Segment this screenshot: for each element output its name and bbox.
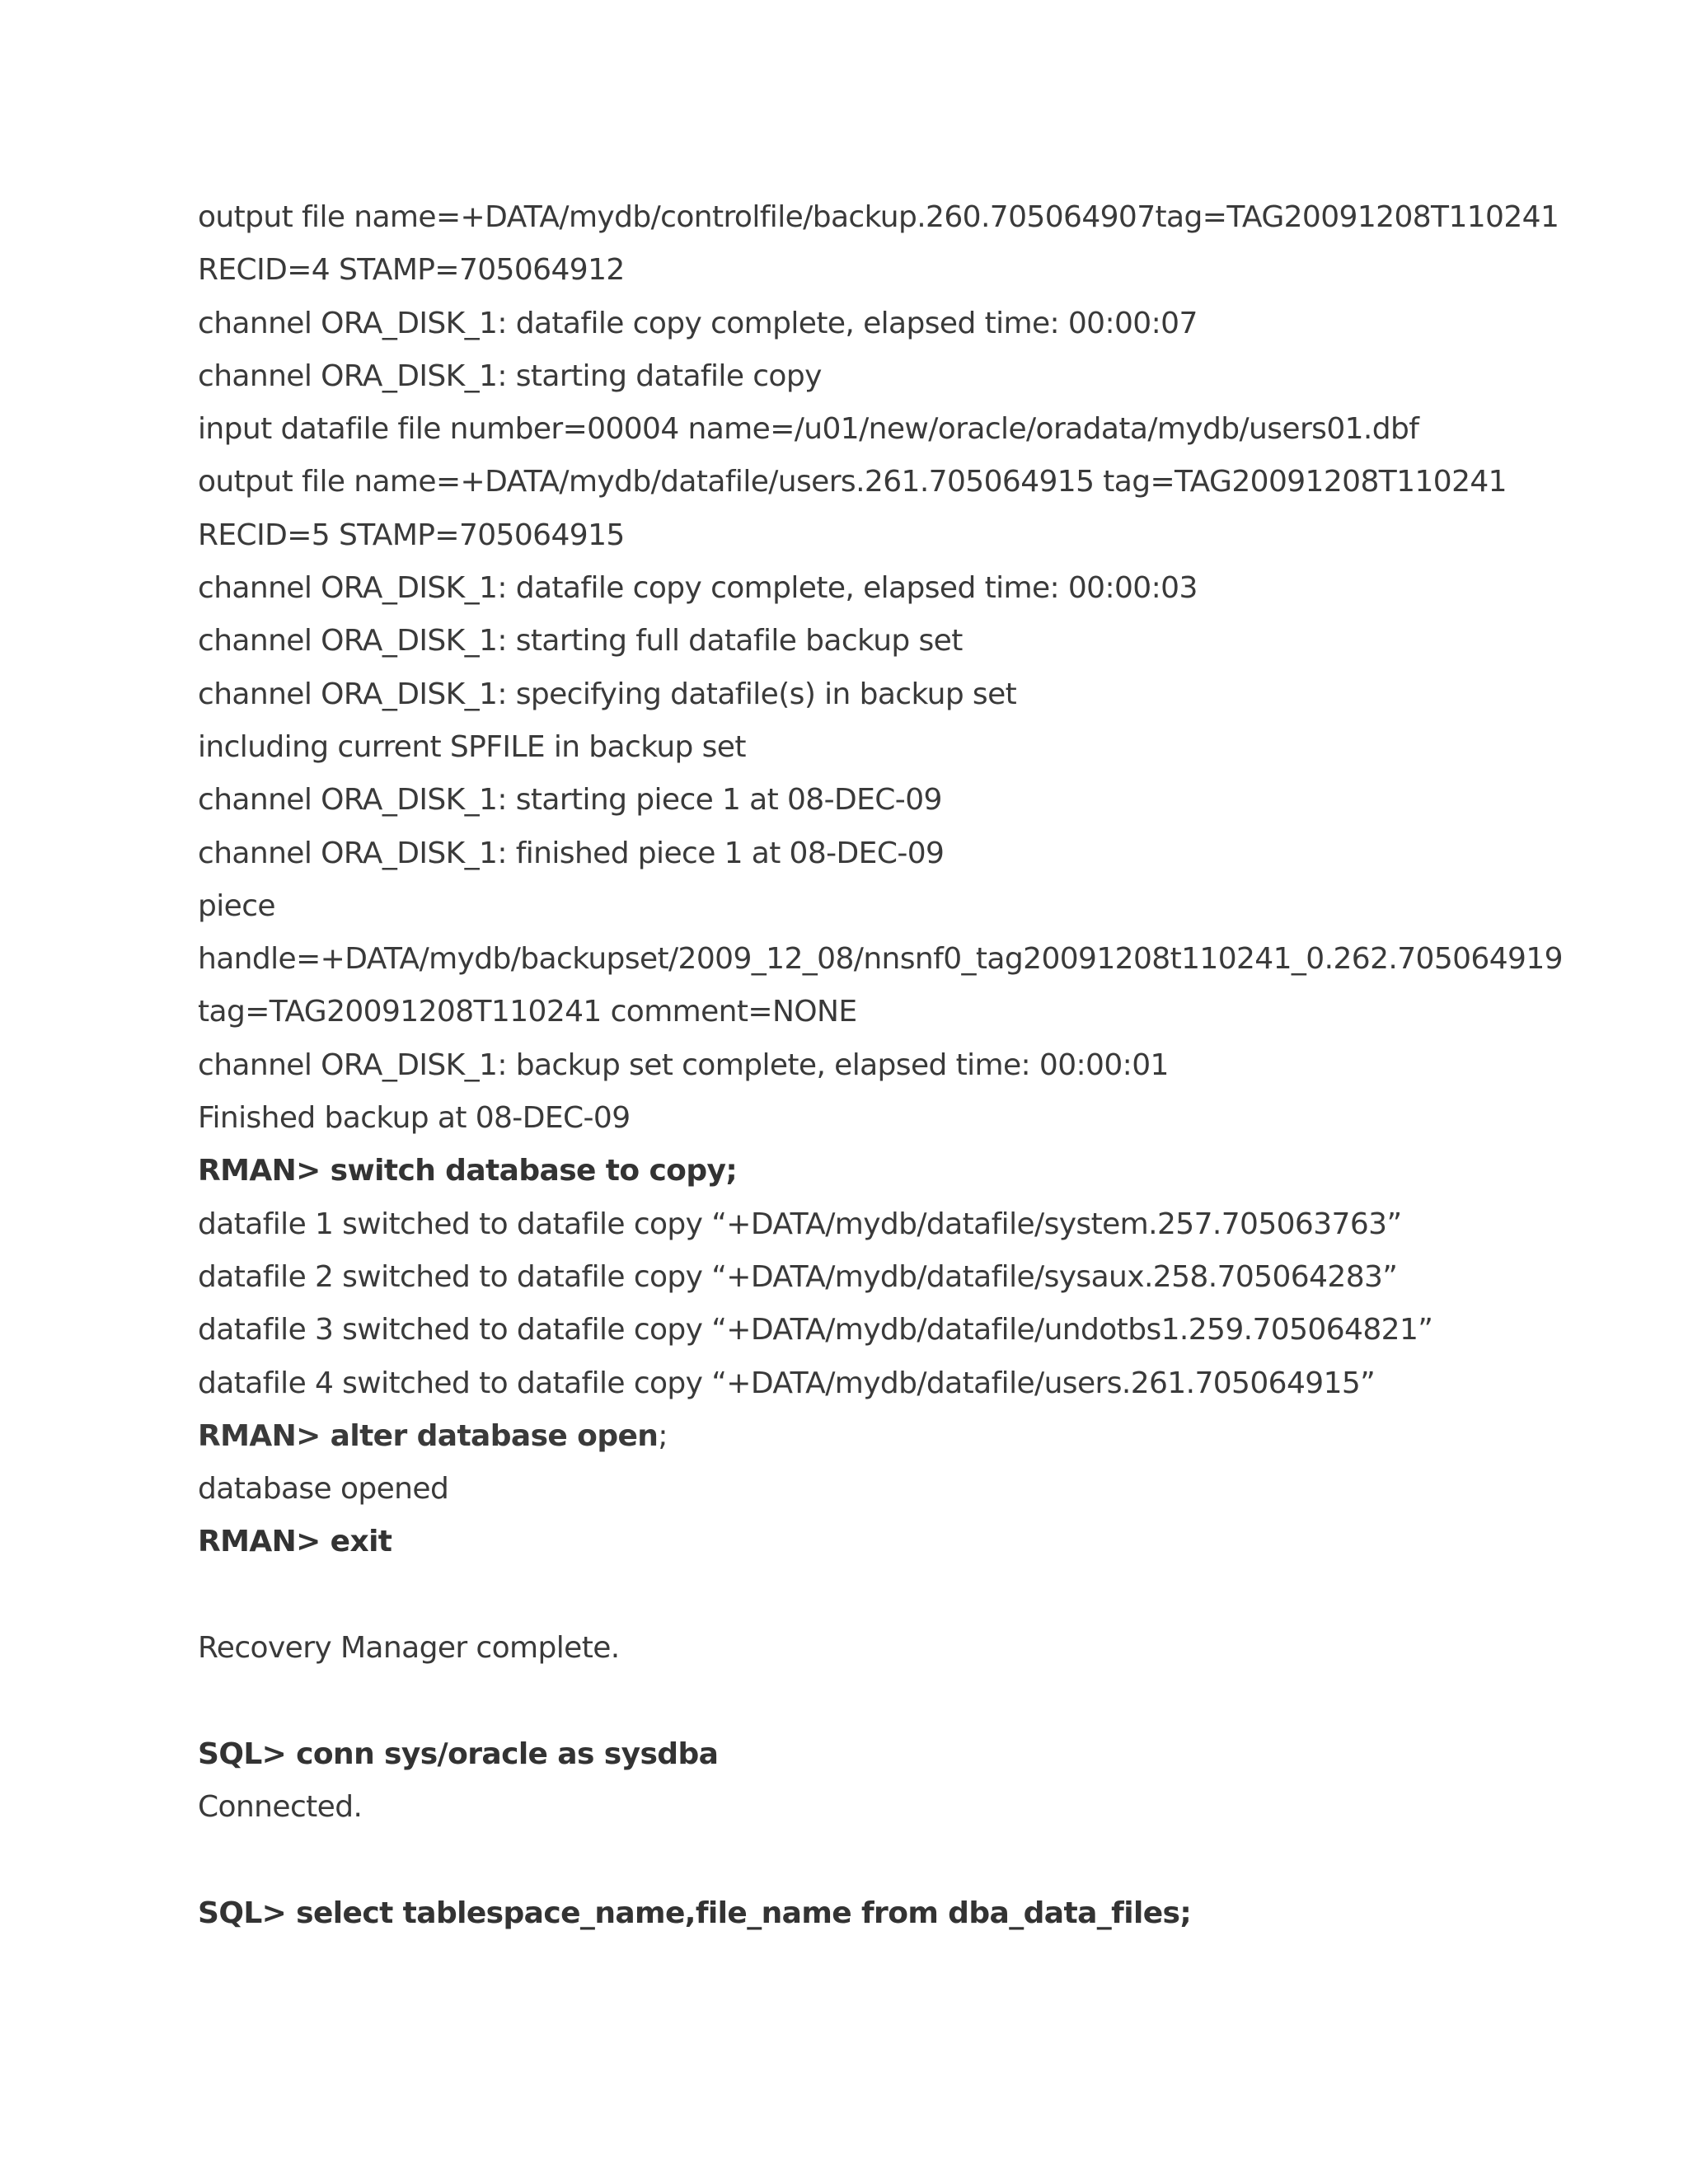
text-line: channel ORA_DISK_1: starting full datafile backup set <box>198 624 963 658</box>
rman-command-open-text: RMAN> alter database open <box>198 1418 659 1453</box>
text-line: RECID=4 STAMP=705064912 <box>198 253 625 288</box>
document-body <box>198 191 1563 1940</box>
connected-line: Connected. <box>198 1789 363 1824</box>
text-line: piece <box>198 888 275 923</box>
database-opened-line: database opened <box>198 1472 449 1507</box>
text-line: including current SPFILE in backup set <box>198 729 746 764</box>
text-line: Finished backup at 08-DEC-09 <box>198 1101 631 1136</box>
text-line: input datafile file number=00004 name=/u01/new/oracle/oradata/mydb/users01.dbf <box>198 412 1419 447</box>
text-line: channel ORA_DISK_1: finished piece 1 at 08-DEC-09 <box>198 836 945 870</box>
sql-command-conn: SQL> conn sys/oracle as sysdba <box>198 1736 719 1771</box>
switch-output-line: datafile 3 switched to datafile copy “+DATA/mydb/datafile/undotbs1.259.705064821” <box>198 1313 1433 1347</box>
rman-command-open-semicolon: ; <box>658 1418 668 1453</box>
rman-command-exit: RMAN> exit <box>198 1525 392 1559</box>
text-line: channel ORA_DISK_1: datafile copy complete, elapsed time: 00:00:03 <box>198 571 1198 606</box>
blank-line <box>198 1834 1550 1886</box>
text-line: channel ORA_DISK_1: starting piece 1 at 08-DEC-09 <box>198 783 942 818</box>
text-line: channel ORA_DISK_1: starting datafile copy <box>198 359 822 393</box>
rman-command-switch: RMAN> switch database to copy; <box>198 1154 738 1188</box>
rman-complete-line: Recovery Manager complete. <box>198 1631 620 1666</box>
sql-command-select: SQL> select tablespace_name,file_name from dba_data_files; <box>198 1896 1192 1930</box>
text-line: channel ORA_DISK_1: datafile copy complete, elapsed time: 00:00:07 <box>198 306 1198 340</box>
text-line: tag=TAG20091208T110241 comment=NONE <box>198 995 857 1029</box>
text-line: handle=+DATA/mydb/backupset/2009_12_08/nnsnf0_tag20091208t110241_0.262.705064919 <box>198 942 1563 977</box>
text-line: output file name=+DATA/mydb/datafile/users.261.705064915 tag=TAG20091208T110241 <box>198 465 1507 499</box>
switch-output-line: datafile 2 switched to datafile copy “+DATA/mydb/datafile/sysaux.258.705064283” <box>198 1259 1398 1294</box>
text-line: output file name=+DATA/mydb/controlfile/backup.260.705064907tag=TAG20091208T110241 <box>198 200 1559 234</box>
text-line: channel ORA_DISK_1: backup set complete, elapsed time: 00:00:01 <box>198 1047 1169 1082</box>
blank-line <box>198 1675 1550 1727</box>
blank-line <box>198 1569 1550 1622</box>
switch-output-line: datafile 1 switched to datafile copy “+DATA/mydb/datafile/system.257.705063763” <box>198 1207 1402 1241</box>
text-line: channel ORA_DISK_1: specifying datafile(s) in backup set <box>198 677 1017 711</box>
rman-command-open <box>198 1410 1550 1463</box>
switch-output-line: datafile 4 switched to datafile copy “+DATA/mydb/datafile/users.261.705064915” <box>198 1366 1376 1400</box>
text-line: RECID=5 STAMP=705064915 <box>198 518 625 552</box>
